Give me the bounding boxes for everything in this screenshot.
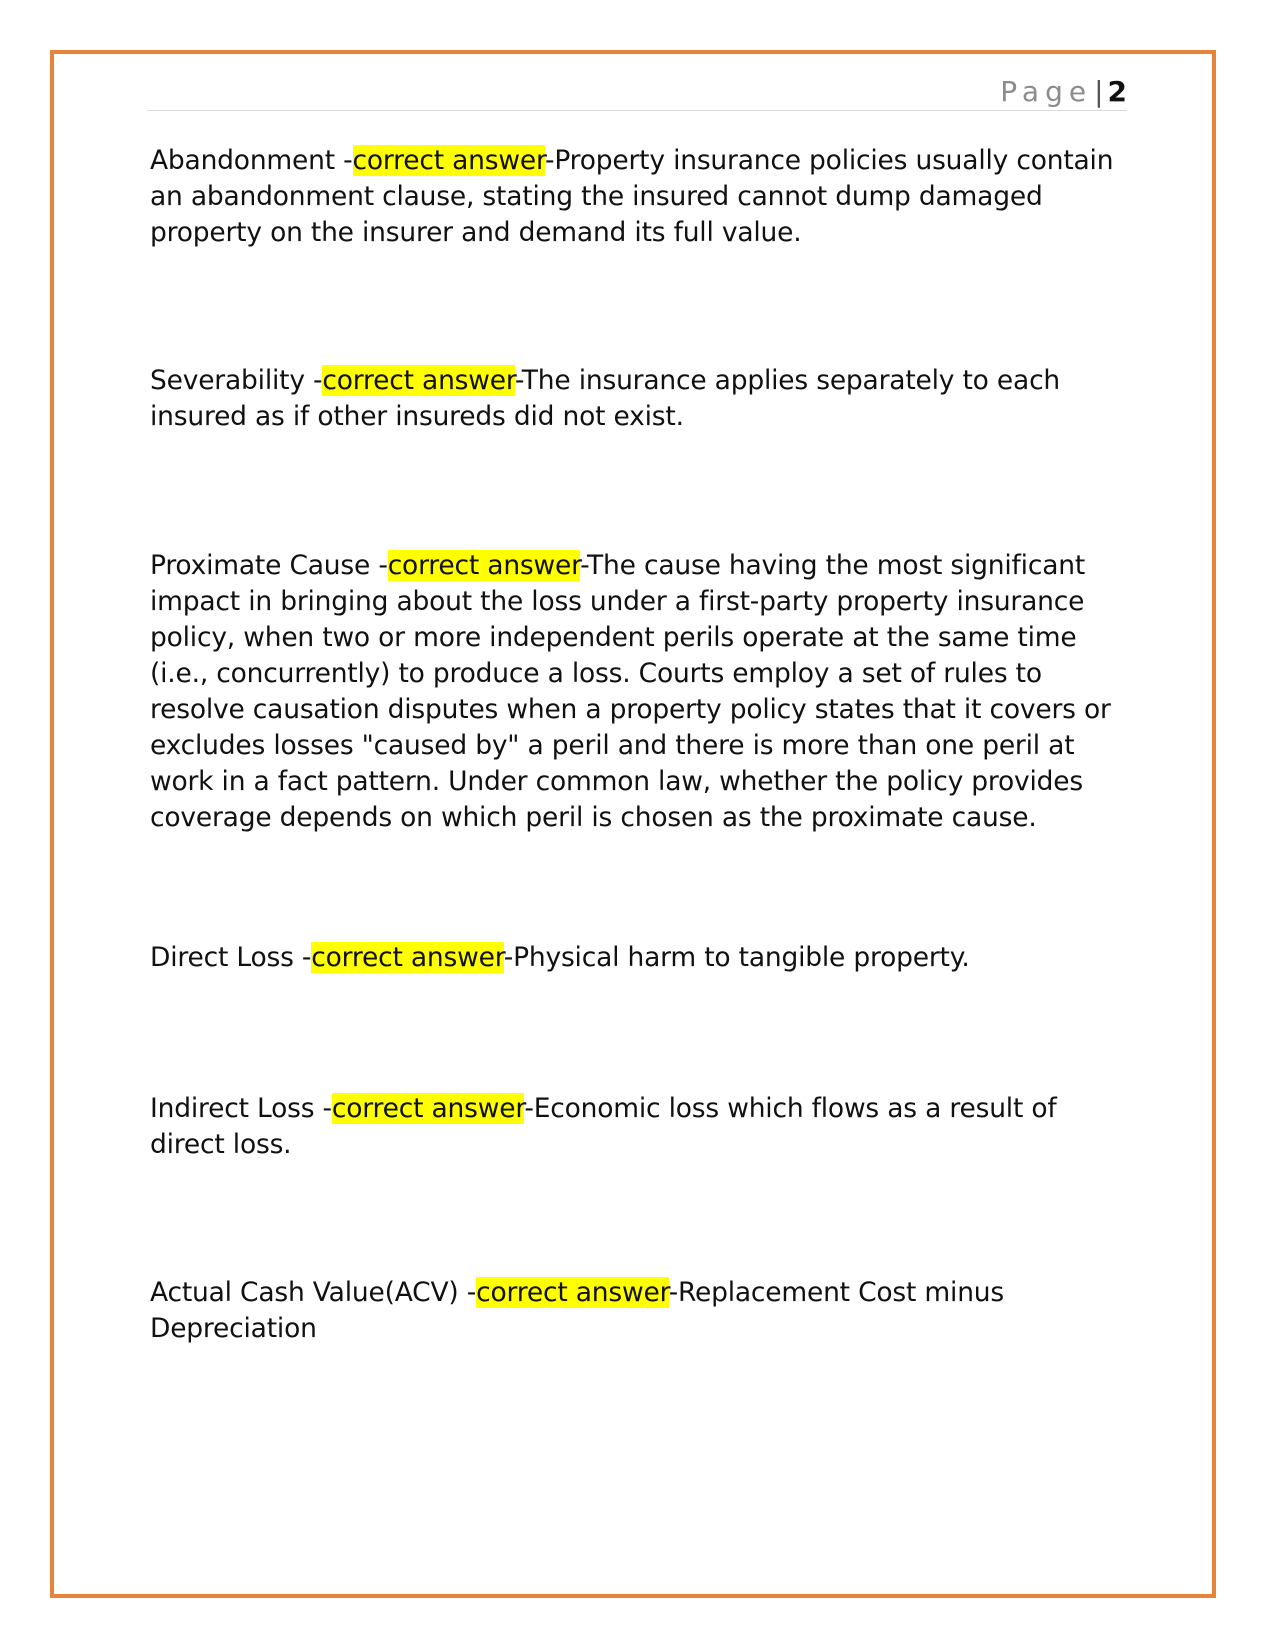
entry-actual-cash-value	[150, 1275, 1125, 1347]
answer-highlight: correct answer	[331, 1093, 525, 1124]
entry-abandonment	[150, 143, 1125, 251]
entry-term: Indirect Loss -	[150, 1093, 332, 1124]
page-word: Page	[1000, 75, 1093, 108]
page-separator: |	[1094, 75, 1104, 108]
entry-term: Abandonment -	[150, 145, 353, 176]
answer-highlight: correct answer	[352, 145, 545, 176]
answer-highlight: correct answer	[476, 1277, 669, 1308]
answer-highlight: correct answer	[322, 365, 515, 396]
entry-indirect-loss	[150, 1091, 1125, 1163]
entry-term: Actual Cash Value(ACV) -	[150, 1277, 477, 1308]
entry-severability	[150, 363, 1125, 435]
entry-direct-loss	[150, 940, 1125, 976]
entry-definition: -The insurance applies separately to each insured as if other insureds did not exist.	[150, 365, 1061, 432]
entry-term: Proximate Cause -	[150, 550, 388, 581]
entry-definition: -Physical harm to tangible property.	[503, 942, 970, 973]
page-number: 2	[1107, 75, 1127, 108]
entry-definition: -Economic loss which flows as a result of direct loss.	[150, 1093, 1057, 1160]
entry-proximate-cause	[150, 548, 1125, 836]
answer-highlight: correct answer	[387, 550, 581, 581]
entry-term: Direct Loss -	[150, 942, 312, 973]
answer-highlight: correct answer	[311, 942, 504, 973]
entry-term: Severability -	[150, 365, 323, 396]
page-label	[1000, 76, 1127, 108]
entry-definition: -Property insurance policies usually contain an abandonment clause, stating the insured cannot dump damaged property on the insurer and demand its full value.	[150, 145, 1114, 248]
page-header	[147, 70, 1127, 111]
entry-definition: -Replacement Cost minus Depreciation	[150, 1277, 1005, 1344]
entry-definition: -The cause having the most significant impact in bringing about the loss under a first-party property insurance policy, when two or more independent perils operate at the same time (i.e., concurrently) to produce a loss. Courts employ a set of rules to resolve causation disputes when a property policy states that it covers or excludes losses "caused by" a peril and there is more than one peril at work in a fact pattern. Under common law, whether the policy provides coverage depends on which peril is chosen as the proximate cause.	[150, 550, 1111, 833]
